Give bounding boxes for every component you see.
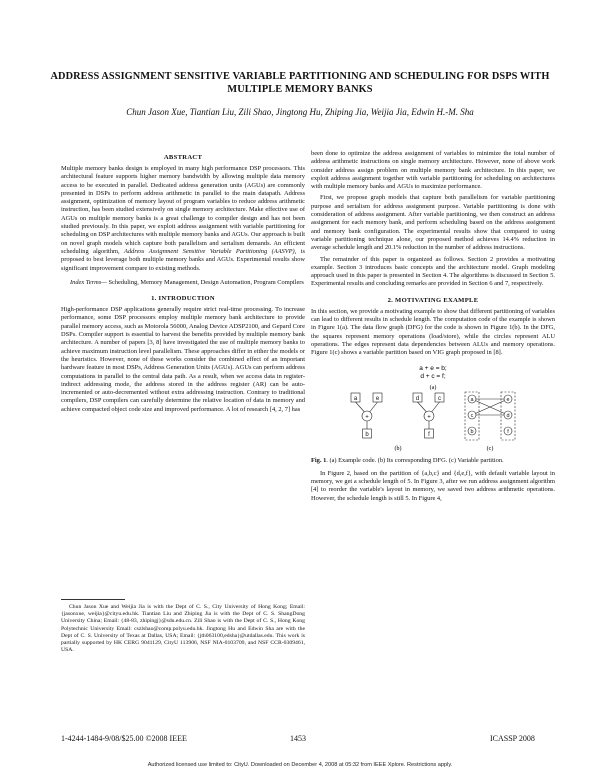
fig-label-a: (a) — [429, 384, 437, 391]
abstract-text-2: , is proposed to best leverage both multiple memory banks and AGUs. Experimental results show significant improvement compare to existing methods. — [61, 247, 305, 272]
vig-label-f: f — [507, 428, 509, 435]
right-column — [311, 150, 555, 503]
vig-label-c: c — [470, 412, 474, 419]
vig-label-a: a — [470, 396, 474, 403]
right-paragraph-5: In Figure 2, based on the partition of {a,b,c} and {d,e,f}, with default variable layout in memory, we get a schedule length of 5. In Figure 3, after we run address assignment algorithm [4] to reorder the variable's layout in memory, we saved two address arithmetic operations. However, the schedule length is still 5. In Figure 4, — [311, 469, 555, 502]
vig-label-b: b — [470, 428, 474, 435]
dfg-label-f: f — [428, 431, 430, 438]
footer-page-number: 1453 — [290, 734, 306, 743]
algorithm-name: Address Assignment Sensitive Variable Partitioning (AASVP) — [124, 247, 295, 255]
introduction-text: High-performance DSP applications generally require strict real-time processing. To increase performance, some DSP processors employ multiple memory bank architecture to provide parallel memory access, such as Motorola 56000, Analog Device ADSP2100, and Gepard Core DSPs. Compiler support is essential to harvest the benefits provided by multiple memory bank architecture. A number of papers [3, 8] have investigated the use of multiple memory banks to achieve maximum instruction level parallelism. These approaches differ in either the models or the heuristics. However, none of these works consider the combined effect of an important hardware feature in most DSPs, Address Generation Units (AGUs). AGUs can perform address computations in parallel to the central data path. As a result, when we access data in register-indirect addressing mode, the address stored in the address register (AR) can be auto-incremented or auto-decremented without extra addressing instruction. Contrary to traditional compilers, DSP compilers can carefully determine the relative location of data in memory and achieve compacted object code size and improved performance. A lot of research [4, 2, 7] has — [61, 306, 305, 413]
abstract-text — [61, 165, 305, 273]
fig-code-line-1: a + e = b; — [419, 364, 447, 372]
dfg-label-b: b — [365, 431, 369, 438]
footnote-text: Chun Jason Xue and Weijia Jia is with the Dept of C. S., City University of Hong Kong; Email: {jasonxue, weijia}@cityu.edu.hk. Tiantian Liu and Zhiping Jia is with the Dept of C. S. ShangDong University China; Email: {48-83, zhipingj}@sdu.edu.cn. Zili Shao is with the Dept of C. S., Hong Kong Polytechnic University Email: cszlshao@comp.polyu.edu.hk. Jingtong Hu and Edwin Sha are with the Dept of C. S. University of Texas at Dallas, USA; Email: {jth063100,edsha}@utdallas.edu. This work is partially supported by HK CERG 9041129, CityU 113906, NSF NIA-0103709, and NSF CCR-0309461, USA. — [61, 604, 305, 654]
license-notice: Authorized licensed use limited to: CityU. Downloaded on December 4, 2008 at 05:32 from IEEE Xplore. Restrictions apply. — [147, 762, 453, 768]
fig-code-line-2: d + c = f; — [420, 372, 446, 380]
paper-title: ADDRESS ASSIGNMENT SENSITIVE VARIABLE PARTITIONING AND SCHEDULING FOR DSPS WITH MULTIPLE MEMORY BANKS — [50, 71, 550, 95]
author-list: Chun Jason Xue, Tiantian Liu, Zili Shao, Jingtong Hu, Zhiping Jia, Weijia Jia, Edwin H.-M. Sha — [126, 107, 474, 117]
footer-copyright: 1-4244-1484-9/08/$25.00 ©2008 IEEE — [61, 734, 187, 743]
index-terms — [61, 279, 305, 287]
left-column — [61, 152, 305, 414]
index-terms-text: Scheduling, Memory Management, Design Automation, Program Compilers — [106, 278, 304, 286]
vig-label-d: d — [506, 412, 510, 419]
fig-label-c: (c) — [486, 445, 494, 452]
right-paragraph-4: In this section, we provide a motivating example to show that different partitioning of variables can lead to different results in schedule length. The computation code of the example is shown in Figure 1(a). The data flow graph (DFG) for the code is shown in Figure 1(b). In the DFG, the squares represent memory operations (load/store), while the circles represent ALU operations. The edges represent data dependencies between ALUs and memory operations. Figure 1(c) shows a variable partition based on VIG graph proposed in [8]. — [311, 307, 555, 357]
dfg-label-c: c — [438, 395, 441, 402]
figure-caption-text: . (a) Example code. (b) Its corresponding DFG. (c) Variable partition. — [326, 456, 504, 464]
figure-caption-label: Fig. 1 — [311, 456, 327, 464]
index-terms-label: Index Terms— — [70, 278, 107, 286]
motivating-example-heading: 2. MOTIVATING EXAMPLE — [387, 296, 479, 304]
dfg-label-a: a — [353, 395, 358, 402]
footnote — [61, 599, 305, 654]
right-paragraph-3: The remainder of this paper is organized as follows. Section 2 provides a motivating example. Section 3 introduces basic concepts and the architecture model. Graph modeling approach used in this paper is presented in Section 4. The algorithms is discussed in Section 5. Experimental results and concluding remarks are provided in Section 6 and 7, respectively. — [311, 255, 555, 288]
footer-venue: ICASSP 2008 — [490, 734, 535, 743]
vig-label-e: e — [506, 396, 510, 403]
dfg-label-d: d — [415, 395, 420, 402]
fig-label-b: (b) — [394, 445, 402, 452]
figure-1 — [311, 361, 555, 455]
right-paragraph-1: been done to optimize the address assignment of variables to minimize the total number of address arithmetic instructions on single memory architecture. However, none of above work consider address assign problem on multiple memory bank architecture. In this paper, we exploit address assignment together with variable partitioning for scheduling on architectures with multiple memory banks and AGUs to maximize performance. — [311, 150, 555, 191]
dfg-alu-label-2: + — [427, 414, 431, 421]
abstract-text-1: Multiple memory banks design is employed in many high performance DSP processors. This architectural feature supports higher memory bandwidth by allowing multiple data memory access to be executed in parallel. Dedicated address generation units (AGUs) are commonly presented in DSPs to perform address arithmetic in parallel to the main datapath. Address assignment, optimization of memory layout of program variables to reduce address arithmetic instruction, has been studied extensively on single memory architecture. Make effective use of AGUs on multiple memory banks is a great challenge to compiler design and has not been studied previously. In this paper, we exploit address assignment with variable partitioning for scheduling on DSP architectures with multiple memory banks and AGUs. Our approach is built on novel graph models which capture both parallelism and serialism demands. An efficient scheduling algorithm, — [61, 165, 305, 255]
introduction-heading: 1. INTRODUCTION — [151, 295, 215, 303]
right-paragraph-2: First, we propose graph models that capture both parallelism for variable partitioning purpose and serialism for address assignment purpose. Variable partitioning is done with consideration of address assignment. After variable partitioning, we then construct an address assignment for each memory bank, and perform scheduling based on the address assignment and memory bank configuration. The experimental results show that compared to using variable partitioning technique alone, our proposed method achieves 14.4% reduction in average schedule length and 20.1% reduction in the number of address instructions. — [311, 194, 555, 252]
dfg-alu-label-1: + — [365, 414, 369, 421]
footnote-rule — [61, 599, 125, 600]
abstract-heading: ABSTRACT — [163, 154, 203, 161]
dfg-label-e: e — [375, 395, 380, 402]
figure-caption — [311, 457, 555, 465]
